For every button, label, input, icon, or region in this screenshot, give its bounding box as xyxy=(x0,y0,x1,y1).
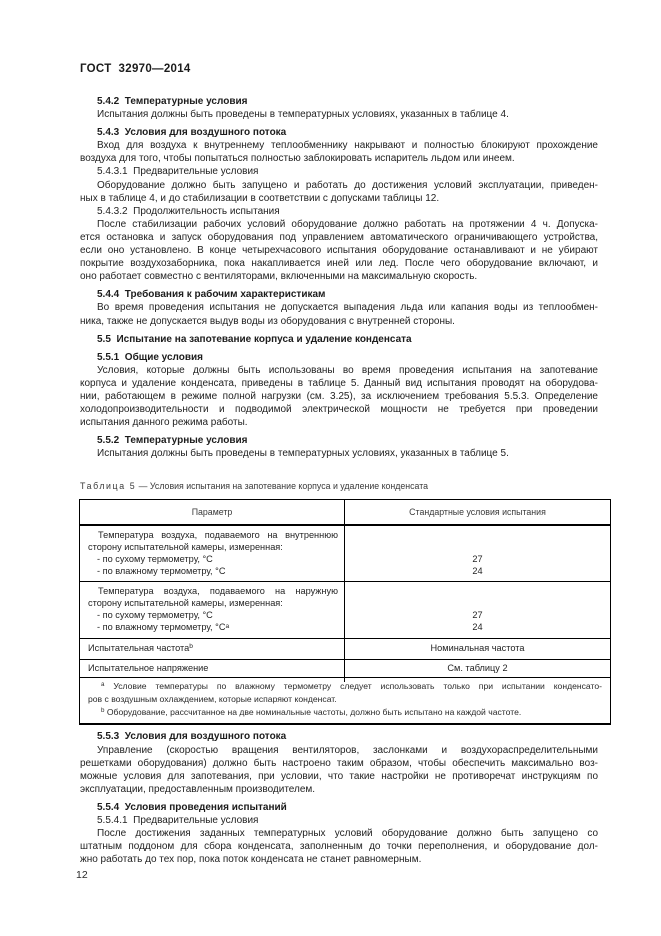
footnote-line: $^a$ Условие температуры по влажному термометру следует использовать только при испытании конденсато- xyxy=(101,680,602,691)
paragraph xyxy=(80,139,598,165)
paragraph-line: корпуса и удаление конденсата, приведены в таблице 5. Данный вид испытания проводят на оборудова- xyxy=(80,377,598,389)
paragraph-line: холодопроизводительности и подводимой электрической мощности не требуется при проведении xyxy=(80,404,598,416)
param-cell-line: Температура воздуха, подаваемого на внутреннюю xyxy=(98,529,338,540)
param-cell-line: - по влажному термометру, $^\circ С^a$ xyxy=(97,622,230,633)
param-cell xyxy=(80,526,345,587)
value-cell-line xyxy=(349,597,606,609)
value-cell-line: См. таблицу 2 xyxy=(447,663,508,674)
paragraph xyxy=(80,108,598,121)
paragraph xyxy=(80,827,598,866)
footnote-line: ров с воздушным охлаждением, которые испаряют конденсат. xyxy=(88,693,337,704)
paragraph-line: решетками оборудования) должно быть настроено таким образом, чтобы обеспечить максимально воз- xyxy=(80,757,598,769)
paragraph xyxy=(80,744,598,796)
subsection-heading: 5.4.3.1 Предварительные условия xyxy=(97,166,259,178)
section-heading: 5.5.2 Температурные условия xyxy=(97,435,248,447)
paragraph-line: жно работать до тех пор, пока поток конденсата не станет равномерным. xyxy=(80,854,422,866)
value-cell-line xyxy=(349,541,606,553)
value-cell xyxy=(345,660,610,682)
paragraph-line: Условия, которые должны быть использованы во время проведения испытания на запотевание xyxy=(97,364,598,376)
paragraph-line: Во время проведения испытания не допускается выпадения льда или капания воды из теплообмен- xyxy=(97,302,598,314)
paragraph-line: если оно установлено. В конце четырехчасового испытания оборудование останавливают и не убирают xyxy=(80,245,598,257)
value-cell-line: 24 xyxy=(472,622,483,633)
value-cell xyxy=(345,526,610,587)
param-cell-line: - по сухому термометру, °С xyxy=(97,609,213,620)
param-cell-line: - по влажному термометру, °С xyxy=(97,566,226,577)
table-row xyxy=(80,526,610,582)
paragraph-line: оно работает совместно с вентиляторами, включенными на максимальную скорость. xyxy=(80,271,478,283)
paragraph-line: ется остановка и запуск оборудования под управлением автоматического ограничивающего устройства, xyxy=(80,231,598,243)
section-heading: 5.4.3 Условия для воздушного потока xyxy=(97,127,287,139)
value-cell-line: 27 xyxy=(472,609,483,620)
table-header-cell: Стандартные условия испытания xyxy=(409,506,546,517)
paragraph-line: ных в таблице 4, и до стабилизации в соответствии с допусками таблицы 12. xyxy=(80,192,440,204)
param-cell xyxy=(80,582,345,645)
value-cell-line xyxy=(349,529,606,541)
subsection-heading: 5.4.3.2 Продолжительность испытания xyxy=(97,205,280,217)
paragraph-line: эксплуатации, предоставленным производителем. xyxy=(80,783,316,795)
paragraph-line: После стабилизации рабочих условий оборудование должно работать на протяжении 4 ч. Допуска- xyxy=(97,218,598,230)
paragraph-line: испытания данного режима работы. xyxy=(80,417,248,429)
paragraph-line: Испытания должны быть проведены в температурных условиях, указанных в таблице 5. xyxy=(97,448,509,460)
table-footnotes xyxy=(80,678,610,724)
paragraph xyxy=(80,218,598,283)
paragraph xyxy=(80,179,598,205)
param-cell-line: Испытательная частота$^b$ xyxy=(88,642,193,653)
table-caption xyxy=(80,480,598,493)
table-header-cell: Параметр xyxy=(80,500,345,536)
paragraph-line: Вход для воздуха к внутреннему теплообменнику накрывают и полностью блокируют прохождение xyxy=(97,140,598,152)
paragraph-line: воздуха для того, чтобы попытаться полностью заблокировать испаритель льдом или инеем. xyxy=(80,153,515,165)
table-header-row xyxy=(80,500,610,526)
value-cell-line: 27 xyxy=(472,554,483,565)
param-cell-line: сторону испытательной камеры, измеренная: xyxy=(88,541,283,552)
page-number: 12 xyxy=(76,869,88,881)
paragraph-line: После достижения заданных температурных условий оборудование должно быть запущено со xyxy=(97,828,598,840)
document-header: ГОСТ 32970—2014 xyxy=(80,63,191,75)
paragraph xyxy=(80,364,598,429)
paragraph-line: можные условия для запотевания, при условии, что такие настройки не противоречат инструкциям по xyxy=(80,770,598,782)
section-heading: 5.5.3 Условия для воздушного потока xyxy=(97,731,287,743)
paragraph xyxy=(80,447,598,460)
section-heading: 5.5.4 Условия проведения испытаний xyxy=(97,801,287,813)
footnote-marker: b xyxy=(101,707,105,715)
paragraph-line: нии, работающем в режиме полной нагрузки (см. 3.25), за исключением требования 5.5.3. Определение xyxy=(80,390,598,402)
param-cell-line: Испытательное напряжение xyxy=(88,663,209,674)
footnote-line: $^b$ Оборудование, рассчитанное на две номинальные частоты, должно быть испытано на каждой частоте. xyxy=(101,706,522,717)
section-heading: 5.5 Испытание на запотевание корпуса и удаление конденсата xyxy=(97,333,412,345)
paragraph-line: штатным поддоном для сбора конденсата, заполненным до точки переполнения, и оборудование дол- xyxy=(80,841,598,853)
section-heading: 5.4.2 Температурные условия xyxy=(97,96,248,107)
paragraph-line: ника, также не допускается выдув воды из оборудования с внутренней стороны. xyxy=(80,315,455,327)
section-heading: 5.5.1 Общие условия xyxy=(97,351,204,363)
superscript-marker: b xyxy=(189,643,193,651)
footnote-marker: a xyxy=(101,681,105,689)
param-cell-line: - по сухому термометру, °С xyxy=(97,554,213,565)
superscript-marker: a xyxy=(225,622,230,630)
test-conditions-table xyxy=(79,499,611,726)
value-cell-line: 24 xyxy=(472,566,483,577)
paragraph-line: Управление (скоростью вращения вентиляторов, заслонками и воздухораспределительными xyxy=(97,744,598,756)
table-row xyxy=(80,582,610,640)
paragraph-line: Оборудование должно быть запущено и работать до достижения условий эксплуатации, приведен- xyxy=(97,179,598,191)
document-content xyxy=(80,95,602,866)
value-cell xyxy=(345,582,610,645)
param-cell-line: сторону испытательной камеры, измеренная: xyxy=(88,597,283,608)
paragraph-line: покрытие воздухозаборника, пока накапливается иней или лед. После чего оборудование включают, и xyxy=(80,258,598,270)
param-cell-line: Температура воздуха, подаваемого на наружную xyxy=(98,585,338,596)
value-cell-line: Номинальная частота xyxy=(430,642,525,653)
paragraph-line: Испытания должны быть проведены в температурных условиях, указанных в таблице 4. xyxy=(97,109,509,121)
table-row xyxy=(80,639,610,659)
table-row xyxy=(80,660,610,678)
paragraph xyxy=(80,301,598,327)
subsection-heading: 5.5.4.1 Предварительные условия xyxy=(97,815,259,827)
param-cell xyxy=(80,660,345,682)
section-heading: 5.4.4 Требования к рабочим характеристикам xyxy=(97,289,326,301)
value-cell-line xyxy=(349,585,606,597)
table-caption-label: Таблица 5 xyxy=(80,481,137,492)
table-caption-text: — Условия испытания на запотевание корпуса и удаление конденсата xyxy=(136,481,429,492)
